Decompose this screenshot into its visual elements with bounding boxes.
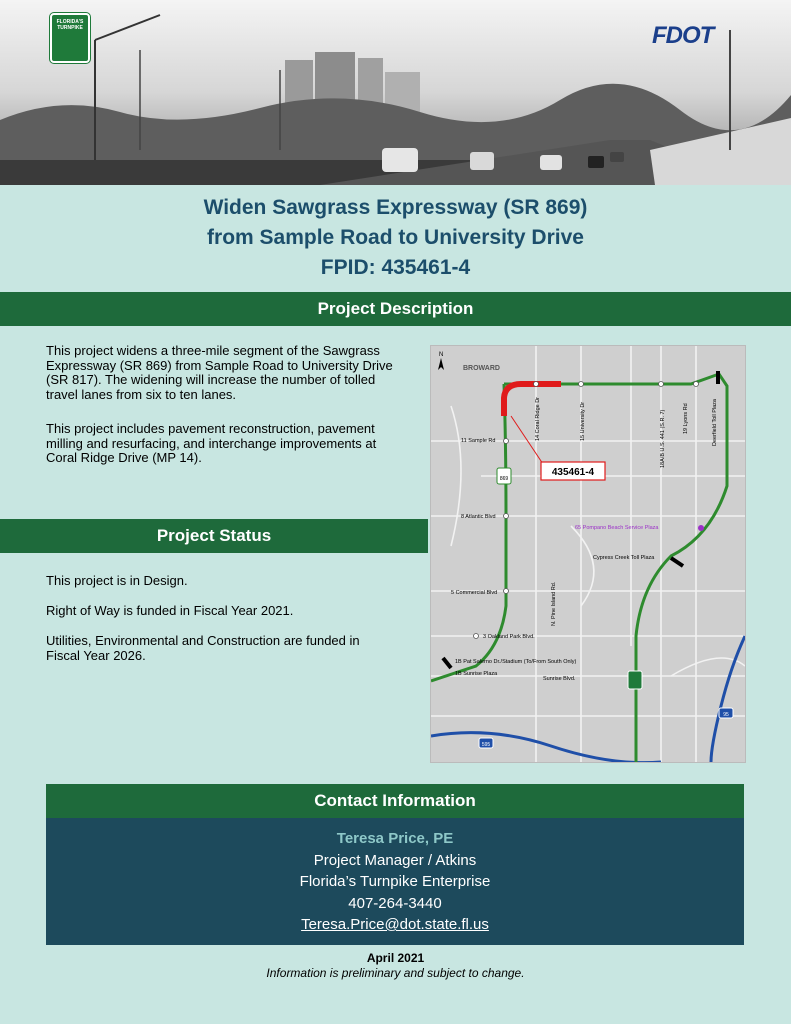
project-status-heading: Project Status — [0, 519, 428, 553]
status-line-1: This project is in Design. — [46, 573, 188, 588]
title-line-1: Widen Sawgrass Expressway (SR 869) — [203, 196, 588, 219]
footer-date: April 2021 — [366, 951, 425, 965]
header-photo — [0, 0, 791, 185]
sr869-shield-label: 869 — [499, 476, 509, 482]
label-oakland: 3 Oakland Park Blvd. — [483, 634, 535, 640]
label-atlantic: 8 Atlantic Blvd — [461, 514, 496, 520]
turnpike-shield — [628, 671, 642, 689]
status-line-2: Right of Way is funded in Fiscal Year 2021. — [46, 603, 294, 618]
description-paragraph-2: This project includes pavement reconstruction, pavement milling and resurfacing, and interchange improvements at Coral Ridge Drive (MP 14). — [46, 421, 377, 465]
contact-heading: Contact Information — [46, 784, 744, 818]
salerno-toll-marker — [443, 658, 451, 668]
fdot-logo: FDOT — [652, 22, 714, 49]
contact-name: Teresa Price, PE — [336, 830, 454, 847]
service-plaza-marker — [698, 525, 704, 531]
label-sunrise-plaza: 1B Sunrise Plaza — [455, 671, 498, 677]
project-description-heading: Project Description — [0, 292, 791, 326]
status-line-3: Utilities, Environmental and Construction are funded in Fiscal Year 2026. — [46, 633, 360, 663]
label-commercial: 5 Commercial Blvd — [451, 590, 498, 596]
contact-org: Florida’s Turnpike Enterprise — [299, 873, 491, 890]
label-us441: 18A/B U.S. 441 (S.R. 7) — [660, 409, 666, 468]
county-label: BROWARD — [463, 365, 500, 372]
label-coral-ridge: 14 Coral Ridge Dr — [535, 396, 541, 441]
i595-line — [431, 733, 661, 762]
north-arrow-icon — [438, 358, 444, 370]
map-canvas — [431, 346, 745, 762]
footer-disclaimer: Information is preliminary and subject to change. — [266, 966, 525, 980]
label-lyons: 19 Lyons Rd — [683, 403, 689, 434]
label-sunrise-blvd: Sunrise Blvd. — [543, 676, 576, 682]
project-segment — [504, 384, 561, 416]
title-line-2: from Sample Road to University Drive — [207, 226, 584, 249]
i595-shield-label: 595 — [481, 742, 491, 748]
label-university: 15 University Dr — [580, 401, 586, 441]
i95-line — [711, 636, 745, 762]
label-sample-rd: 11 Sample Rd — [461, 438, 496, 444]
label-pine-island: N. Pine Island Rd. — [551, 581, 557, 626]
contact-email-link[interactable]: Teresa.Price@dot.state.fl.us — [301, 916, 489, 933]
turnpike-logo — [50, 13, 90, 63]
label-deerfield: Deerfield Toll Plaza — [712, 399, 718, 446]
turnpike-logo-text: FLORIDA'S TURNPIKE — [56, 19, 84, 31]
cypress-toll-marker — [671, 558, 683, 566]
project-map — [430, 345, 746, 763]
label-pompano: 65 Pompano Beach Service Plaza — [575, 525, 659, 531]
label-salerno: 1B Pat Salerno Dr./Stadium (To/From South Only) — [455, 659, 577, 665]
i95-shield-label: 95 — [723, 712, 729, 718]
project-id-label: 435461-4 — [551, 467, 595, 478]
north-label: N — [439, 352, 444, 358]
title-line-3: FPID: 435461-4 — [320, 256, 471, 279]
label-cypress: Cypress Creek Toll Plaza — [593, 555, 655, 561]
contact-box — [46, 818, 744, 945]
contact-role: Project Manager / Atkins — [313, 851, 477, 869]
page-title — [0, 193, 791, 283]
description-paragraph-1: This project widens a three-mile segment of the Sawgrass Expressway (SR 869) from Sample Road to University Drive (SR 817). The widening will increase the number of tolled travel lanes from six to ten lanes. — [46, 343, 393, 402]
contact-phone[interactable]: 407-264-3440 — [348, 894, 442, 912]
local-roads — [431, 346, 745, 762]
